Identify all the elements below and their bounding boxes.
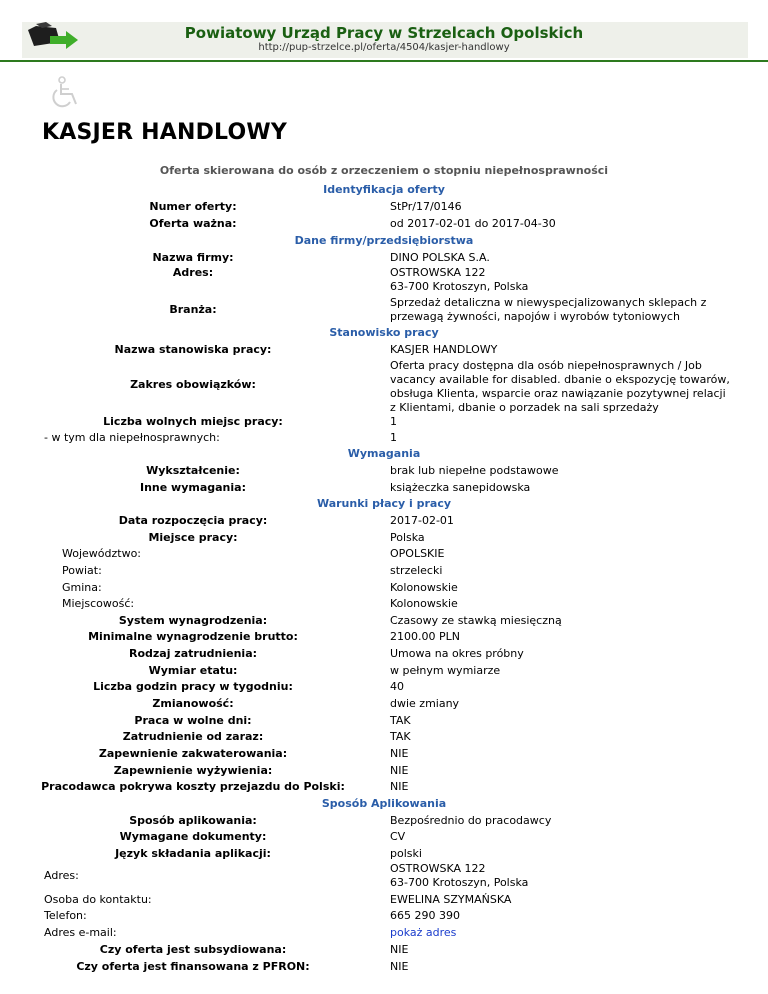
value-adres-aplikacji [390,862,732,890]
value-zatrudnienie-od-zaraz: TAK [390,730,411,743]
section-wymagania: Wymagania [347,447,421,460]
label-system-wynagrodzenia: System wynagrodzenia: [118,614,268,627]
value-jezyk-aplikacji: polski [390,847,422,860]
value-zmianowosc: dwie zmiany [390,697,460,710]
label-oferta-wazna: Oferta ważna: [149,217,237,230]
label-inne-wymagania: Inne wymagania: [140,481,246,494]
value-miejscowosc: Kolonowskie [390,597,458,610]
label-wojewodztwo: Województwo: [62,547,142,560]
label-email: Adres e-mail: [44,926,117,939]
label-rodzaj-zatrudnienia: Rodzaj zatrudnienia: [128,647,258,660]
label-nazwa-stanowiska: Nazwa stanowiska pracy: [114,343,272,356]
adres-firmy-line1: OSTROWSKA 122 [390,266,486,279]
label-jezyk-aplikacji: Język składania aplikacji: [115,847,271,860]
value-zakwaterowanie: NIE [390,747,409,760]
section-identyfikacja: Identyfikacja oferty [323,183,445,196]
value-miejsce-pracy: Polska [390,531,425,544]
section-firma: Dane firmy/przedsiębiorstwa [294,234,474,247]
site-header [0,0,768,62]
value-liczba-miejsc: 1 [390,415,397,428]
value-inne-wymagania: książeczka sanepidowska [390,481,531,494]
value-gmina: Kolonowskie [390,581,458,594]
label-branza: Branża: [169,303,217,316]
value-praca-wolne-dni: TAK [390,714,411,727]
label-subsydiowana: Czy oferta jest subsydiowana: [99,943,287,956]
value-adres-firmy [390,266,732,294]
label-godziny-tydzien: Liczba godzin pracy w tygodniu: [93,680,293,693]
value-osoba-kontakt: EWELINA SZYMAŃSKA [390,893,512,906]
label-zakres-obowiazkow: Zakres obowiązków: [130,378,256,391]
section-aplikowanie: Sposób Aplikowania [321,797,447,810]
show-email-link[interactable]: pokaż adres [390,926,457,939]
value-telefon: 665 290 390 [390,909,460,922]
value-powiat: strzelecki [390,564,443,577]
label-pfron: Czy oferta jest finansowana z PFRON: [76,960,310,973]
value-wyzywienie: NIE [390,764,409,777]
adres-aplikacji-line2: 63-700 Krotoszyn, Polska [390,876,529,889]
label-wyksztalcenie: Wykształcenie: [146,464,240,477]
section-stanowisko: Stanowisko pracy [329,326,439,339]
label-sposob-aplikowania: Sposób aplikowania: [129,814,257,827]
value-nazwa-firmy: DINO POLSKA S.A. [390,251,490,264]
value-system-wynagrodzenia: Czasowy ze stawką miesięczną [390,614,562,627]
value-zakres-obowiazkow: Oferta pracy dostępna dla osób niepełnosprawnych / Job vacancy available for disabled. dbanie o ekspozycję towarów, obsługa Klienta, wsparcie oraz nawiązanie pozytywnej relacji z Klientami, dbanie o porzadek na sali sprzedaży [390,359,730,414]
value-oferta-wazna: od 2017-02-01 do 2017-04-30 [390,217,556,230]
label-nazwa-firmy: Nazwa firmy: [152,251,234,264]
value-numer-oferty: StPr/17/0146 [390,200,462,213]
label-telefon: Telefon: [44,909,87,922]
value-koszty-przejazdu: NIE [390,780,409,793]
offer-subtitle: Oferta skierowana do osób z orzeczeniem o stopniu niepełnosprawności [159,164,609,177]
value-pfron: NIE [390,960,409,973]
adres-aplikacji-line1: OSTROWSKA 122 [390,862,486,875]
value-min-wynagrodzenie: 2100.00 PLN [390,630,460,643]
value-sposob-aplikowania: Bezpośrednio do pracodawcy [390,814,552,827]
value-subsydiowana: NIE [390,943,409,956]
label-gmina: Gmina: [62,581,102,594]
label-adres-aplikacji: Adres: [44,869,79,882]
label-adres-firmy: Adres: [172,266,214,279]
label-koszty-przejazdu: Pracodawca pokrywa koszty przejazdu do Polski: [41,780,345,793]
site-title: Powiatowy Urząd Pracy w Strzelcach Opolskich [184,24,584,42]
label-powiat: Powiat: [62,564,102,577]
value-data-rozpoczecia: 2017-02-01 [390,514,454,527]
wheelchair-icon [48,76,82,108]
label-min-wynagrodzenie: Minimalne wynagrodzenie brutto: [88,630,298,643]
label-praca-wolne-dni: Praca w wolne dni: [134,714,252,727]
label-wyzywienie: Zapewnienie wyżywienia: [113,764,273,777]
value-dla-niepelnosprawnych: 1 [390,431,397,444]
label-data-rozpoczecia: Data rozpoczęcia pracy: [118,514,268,527]
page-url: http://pup-strzelce.pl/oferta/4504/kasjer-handlowy [258,42,510,53]
label-wymagane-dokumenty: Wymagane dokumenty: [119,830,267,843]
label-liczba-miejsc: Liczba wolnych miejsc pracy: [103,415,283,428]
label-zakwaterowanie: Zapewnienie zakwaterowania: [98,747,288,760]
adres-firmy-line2: 63-700 Krotoszyn, Polska [390,280,529,293]
label-numer-oferty: Numer oferty: [149,200,237,213]
section-warunki: Warunki płacy i pracy [316,497,452,510]
label-zmianowosc: Zmianowość: [152,697,234,710]
label-zatrudnienie-od-zaraz: Zatrudnienie od zaraz: [122,730,264,743]
label-miejsce-pracy: Miejsce pracy: [148,531,238,544]
value-nazwa-stanowiska: KASJER HANDLOWY [390,343,498,356]
value-rodzaj-zatrudnienia: Umowa na okres próbny [390,647,524,660]
value-wyksztalcenie: brak lub niepełne podstawowe [390,464,559,477]
value-wymiar-etatu: w pełnym wymiarze [390,664,501,677]
label-dla-niepelnosprawnych: - w tym dla niepełnosprawnych: [44,431,220,444]
value-branza: Sprzedaż detaliczna w niewyspecjalizowanych sklepach z przewagą żywności, napojów i wyrobów tytoniowych [390,296,707,323]
label-miejscowosc: Miejscowość: [62,597,135,610]
job-title: KASJER HANDLOWY [42,120,287,145]
value-wymagane-dokumenty: CV [390,830,406,843]
label-osoba-kontakt: Osoba do kontaktu: [44,893,152,906]
value-email [390,926,732,940]
value-wojewodztwo: OPOLSKIE [390,547,445,560]
label-wymiar-etatu: Wymiar etatu: [148,664,238,677]
value-godziny-tydzien: 40 [390,680,404,693]
